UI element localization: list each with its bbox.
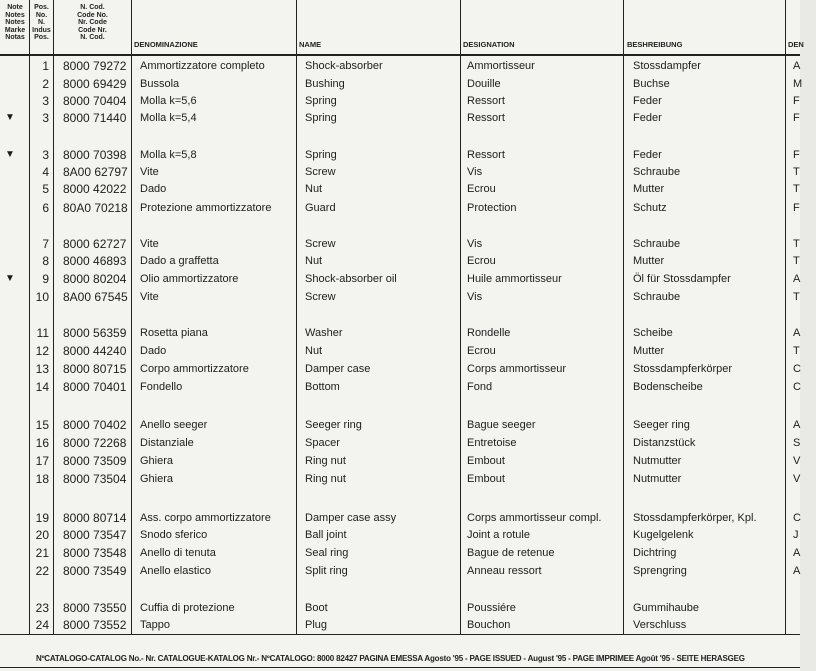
english-name: Nut	[305, 183, 323, 195]
part-code: 8000 80715	[63, 362, 127, 376]
spanish-name: C	[793, 363, 801, 375]
french-name: Ressort	[467, 149, 505, 161]
english-name: Washer	[305, 327, 343, 339]
german-name: Buchse	[633, 78, 670, 90]
german-name: Stossdampfer	[633, 60, 701, 72]
italian-name: Ammortizzatore completo	[140, 60, 265, 72]
part-code: 8000 72268	[63, 436, 127, 450]
header-code: N. Cod. Code No. Nr. Code Code Nr. N. Cod.	[77, 4, 108, 42]
french-name: Embout	[467, 473, 505, 485]
italian-name: Ass. corpo ammortizzatore	[140, 512, 271, 524]
italian-name: Tappo	[140, 619, 170, 631]
italian-name: Corpo ammortizzatore	[140, 363, 249, 375]
italian-name: Anello di tenuta	[140, 547, 216, 559]
german-name: Nutmutter	[633, 473, 682, 485]
header-denominacion: DEN	[788, 40, 804, 49]
position-number: 9	[42, 272, 49, 286]
part-code: 8000 70402	[63, 418, 127, 432]
german-name: Stossdampferkörper, Kpl.	[633, 512, 757, 524]
part-code: 8000 71440	[63, 111, 127, 125]
column-rule-italian	[296, 0, 297, 635]
english-name: Damper case assy	[305, 512, 397, 524]
italian-name: Dado	[140, 183, 167, 195]
part-code: 8000 69429	[63, 77, 127, 91]
footer-bottom-rule	[0, 667, 800, 668]
position-number: 14	[35, 380, 49, 394]
position-number: 8	[42, 254, 49, 268]
english-name: Boot	[305, 602, 328, 614]
revision-marker-icon: ▼	[5, 273, 15, 284]
header-note: Note Notes Notes Marke Notas	[4, 4, 26, 42]
position-number: 17	[35, 454, 49, 468]
french-name: Ammortisseur	[467, 60, 535, 72]
position-number: 16	[35, 436, 49, 450]
column-rule-german	[785, 0, 786, 635]
german-name: Schraube	[633, 291, 681, 303]
part-code: 8000 80204	[63, 272, 127, 286]
part-code: 8000 73549	[63, 564, 127, 578]
header-pos: Pos. No. N. Indus Pos.	[32, 4, 51, 42]
german-name: Kugelgelenk	[633, 529, 694, 541]
position-number: 24	[35, 618, 49, 632]
english-name: Seal ring	[305, 547, 349, 559]
german-name: Mutter	[633, 255, 665, 267]
french-name: Huile ammortisseur	[467, 273, 562, 285]
spanish-name: T	[793, 183, 800, 195]
spanish-name: F	[793, 112, 800, 124]
german-name: Schraube	[633, 166, 681, 178]
part-code: 8000 73552	[63, 618, 127, 632]
part-code: 8000 73509	[63, 454, 127, 468]
table-bottom-rule	[0, 634, 800, 635]
spanish-name: A	[793, 419, 801, 431]
italian-name: Rosetta piana	[140, 327, 208, 339]
position-number: 19	[35, 511, 49, 525]
position-number: 4	[42, 165, 49, 179]
position-number: 13	[35, 362, 49, 376]
german-name: Feder	[633, 95, 662, 107]
italian-name: Molla k=5,6	[140, 95, 197, 107]
french-name: Protection	[467, 202, 517, 214]
revision-marker-icon: ▼	[5, 112, 15, 123]
french-name: Poussiére	[467, 602, 516, 614]
part-code: 8000 79272	[63, 59, 127, 73]
spanish-name: F	[793, 202, 800, 214]
position-number: 5	[42, 182, 49, 196]
part-code: 8A00 62797	[63, 165, 128, 179]
column-rule-code	[131, 0, 132, 635]
spanish-name: S	[793, 437, 801, 449]
spanish-name: F	[793, 95, 800, 107]
part-code: 8A00 67545	[63, 290, 128, 304]
spanish-name: T	[793, 345, 800, 357]
italian-name: Cuffia di protezione	[140, 602, 235, 614]
german-name: Verschluss	[633, 619, 687, 631]
french-name: Embout	[467, 455, 505, 467]
italian-name: Protezione ammortizzatore	[140, 202, 272, 214]
position-number: 18	[35, 472, 49, 486]
spanish-name: T	[793, 238, 800, 250]
spanish-name: C	[793, 381, 801, 393]
position-number: 7	[42, 237, 49, 251]
english-name: Screw	[305, 166, 336, 178]
revision-marker-icon: ▼	[5, 149, 15, 160]
italian-name: Ghiera	[140, 455, 174, 467]
spanish-name: C	[793, 512, 801, 524]
french-name: Rondelle	[467, 327, 511, 339]
french-name: Bague seeger	[467, 419, 536, 431]
english-name: Spring	[305, 112, 337, 124]
spanish-name: A	[793, 273, 801, 285]
french-name: Fond	[467, 381, 493, 393]
position-number: 12	[35, 344, 49, 358]
italian-name: Molla k=5,8	[140, 149, 197, 161]
german-name: Nutmutter	[633, 455, 682, 467]
part-code: 8000 70404	[63, 94, 127, 108]
english-name: Nut	[305, 255, 323, 267]
italian-name: Anello seeger	[140, 419, 208, 431]
german-name: Mutter	[633, 345, 665, 357]
italian-name: Anello elastico	[140, 565, 211, 577]
french-name: Vis	[467, 238, 483, 250]
french-name: Vis	[467, 291, 483, 303]
spanish-name: J	[793, 529, 799, 541]
spanish-name: T	[793, 291, 800, 303]
german-name: Gummihaube	[633, 602, 700, 614]
position-number: 6	[42, 201, 49, 215]
part-code: 8000 44240	[63, 344, 127, 358]
position-number: 11	[36, 326, 49, 340]
part-code: 8000 73548	[63, 546, 127, 560]
position-number: 20	[35, 528, 49, 542]
french-name: Ecrou	[467, 183, 496, 195]
catalog-footer: NºCATALOGO-CATALOG No.- Nr. CATALOGUE-KATALOG Nr.- NºCATALOGO: 8000 82427 PAGINA EMESSA Agosto '95 - PAGE ISSUED - August '95 - PAGE IMPRIMEE Agoût '95 - SEITE HERASGEG	[36, 654, 745, 663]
french-name: Entretoise	[467, 437, 517, 449]
french-name: Corps ammortisseur compl.	[467, 512, 602, 524]
english-name: Bushing	[305, 78, 345, 90]
position-number: 1	[42, 59, 49, 73]
part-code: 8000 80714	[63, 511, 127, 525]
italian-name: Olio ammortizzatore	[140, 273, 239, 285]
english-name: Guard	[305, 202, 336, 214]
italian-name: Ghiera	[140, 473, 174, 485]
german-name: Stossdampferkörper	[633, 363, 733, 375]
german-name: Sprengring	[633, 565, 687, 577]
part-code: 8000 73504	[63, 472, 127, 486]
position-number: 10	[35, 290, 49, 304]
german-name: Seeger ring	[633, 419, 690, 431]
english-name: Screw	[305, 238, 336, 250]
spanish-name: T	[793, 255, 800, 267]
english-name: Bottom	[305, 381, 340, 393]
french-name: Joint a rotule	[467, 529, 530, 541]
english-name: Damper case	[305, 363, 371, 375]
german-name: Mutter	[633, 183, 665, 195]
german-name: Scheibe	[633, 327, 673, 339]
header-bottom-rule	[0, 54, 800, 56]
part-code: 8000 42022	[63, 182, 127, 196]
spanish-name: V	[793, 455, 801, 467]
french-name: Bague de retenue	[467, 547, 555, 559]
spanish-name: A	[793, 565, 801, 577]
english-name: Spacer	[305, 437, 340, 449]
italian-name: Vite	[140, 166, 159, 178]
german-name: Dichtring	[633, 547, 677, 559]
french-name: Ecrou	[467, 255, 496, 267]
position-number: 3	[42, 111, 49, 125]
spanish-name: V	[793, 473, 801, 485]
position-number: 21	[35, 546, 49, 560]
part-code: 8000 70398	[63, 148, 127, 162]
spanish-name: A	[793, 327, 801, 339]
german-name: Distanzstück	[633, 437, 696, 449]
position-number: 15	[35, 418, 49, 432]
position-number: 22	[35, 564, 49, 578]
english-name: Shock-absorber oil	[305, 273, 397, 285]
part-code: 80A0 70218	[63, 201, 128, 215]
italian-name: Vite	[140, 291, 159, 303]
spanish-name: T	[793, 166, 800, 178]
french-name: Vis	[467, 166, 483, 178]
part-code: 8000 73547	[63, 528, 127, 542]
french-name: Ressort	[467, 112, 505, 124]
position-number: 2	[42, 77, 49, 91]
position-number: 3	[42, 148, 49, 162]
part-code: 8000 56359	[63, 326, 127, 340]
spanish-name: F	[793, 149, 800, 161]
english-name: Ball joint	[305, 529, 347, 541]
italian-name: Fondello	[140, 381, 183, 393]
italian-name: Bussola	[140, 78, 180, 90]
english-name: Split ring	[305, 565, 348, 577]
position-number: 3	[42, 94, 49, 108]
german-name: Feder	[633, 149, 662, 161]
english-name: Seeger ring	[305, 419, 362, 431]
french-name: Anneau ressort	[467, 565, 542, 577]
italian-name: Dado	[140, 345, 167, 357]
column-rule-english	[460, 0, 461, 635]
part-code: 8000 70401	[63, 380, 127, 394]
spanish-name: M	[793, 78, 803, 90]
part-code: 8000 46893	[63, 254, 127, 268]
french-name: Corps ammortisseur	[467, 363, 567, 375]
italian-name: Distanziale	[140, 437, 194, 449]
italian-name: Molla k=5,4	[140, 112, 197, 124]
part-code: 8000 62727	[63, 237, 127, 251]
german-name: Bodenscheibe	[633, 381, 703, 393]
german-name: Schraube	[633, 238, 681, 250]
italian-name: Dado a graffetta	[140, 255, 219, 267]
english-name: Ring nut	[305, 473, 346, 485]
column-rule-french	[623, 0, 624, 635]
german-name: Feder	[633, 112, 662, 124]
spanish-name: A	[793, 547, 801, 559]
french-name: Douille	[467, 78, 501, 90]
german-name: Öl für Stossdampfer	[633, 273, 731, 285]
header-designation: DESIGNATION	[463, 40, 515, 49]
position-number: 23	[35, 601, 49, 615]
french-name: Ecrou	[467, 345, 496, 357]
french-name: Bouchon	[467, 619, 511, 631]
english-name: Screw	[305, 291, 336, 303]
english-name: Spring	[305, 149, 337, 161]
english-name: Shock-absorber	[305, 60, 383, 72]
header-denominazione: DENOMINAZIONE	[134, 40, 198, 49]
header-beschreibung: BESHREIBUNG	[627, 40, 683, 49]
header-name: NAME	[299, 40, 322, 49]
spanish-name: A	[793, 60, 801, 72]
italian-name: Snodo sferico	[140, 529, 208, 541]
part-code: 8000 73550	[63, 601, 127, 615]
french-name: Ressort	[467, 95, 505, 107]
english-name: Ring nut	[305, 455, 346, 467]
column-rule-pos	[53, 0, 54, 635]
english-name: Nut	[305, 345, 323, 357]
german-name: Schutz	[633, 202, 667, 214]
english-name: Plug	[305, 619, 328, 631]
italian-name: Vite	[140, 238, 159, 250]
english-name: Spring	[305, 95, 337, 107]
